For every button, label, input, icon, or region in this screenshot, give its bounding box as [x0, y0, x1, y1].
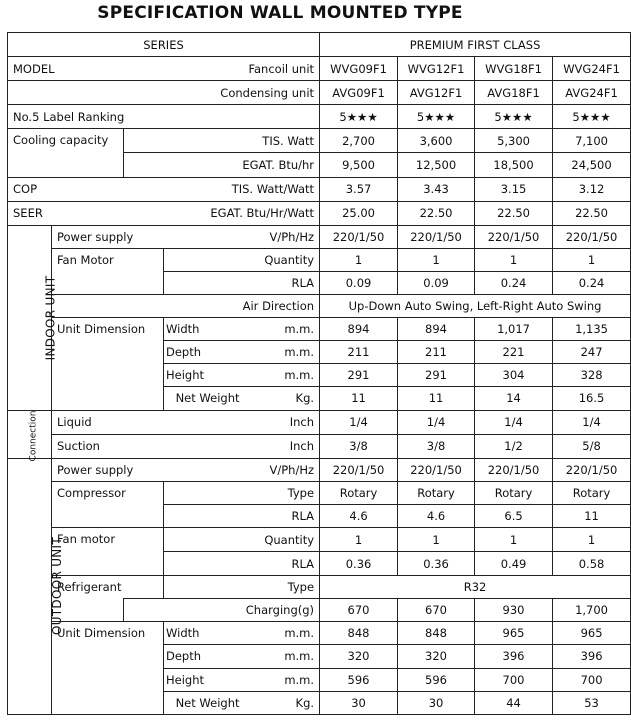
seer-row [8, 201, 631, 225]
indoor-power-unit: V/Ph/Hz [164, 225, 320, 248]
model-label: MODEL [8, 57, 124, 81]
compressor-rla-unit: RLA [164, 504, 320, 527]
outdoor-height-value: 596 [398, 668, 475, 691]
outdoor-weight-label: Net Weight [164, 691, 242, 714]
cop-value: 3.15 [475, 177, 553, 201]
outdoor-fan-qty: 1 [320, 527, 398, 551]
suction-unit: Inch [164, 434, 320, 458]
outdoor-width-unit: m.m. [242, 622, 320, 645]
label-ranking-label: No.5 Label Ranking [8, 105, 320, 129]
outdoor-depth-value: 396 [553, 645, 631, 668]
outdoor-width-value: 848 [398, 622, 475, 645]
fancoil-model: WVG09F1 [320, 57, 398, 81]
indoor-fan-qty-row [8, 248, 631, 271]
cooling-tis-row [8, 129, 631, 153]
indoor-fan-rla-unit: RLA [164, 271, 320, 294]
air-direction-value: Up-Down Auto Swing, Left-Right Auto Swing [320, 295, 631, 318]
cop-value: 3.12 [553, 177, 631, 201]
refrigerant-charging-row [8, 599, 631, 622]
fancoil-model: WVG24F1 [553, 57, 631, 81]
indoor-power-value: 220/1/50 [475, 225, 553, 248]
indoor-height-value: 304 [475, 364, 553, 387]
ranking-stars: 5★★★ [553, 105, 631, 129]
outdoor-fan-qty-row [8, 527, 631, 551]
refrigerant-label: Refrigerant [52, 576, 164, 599]
cooling-egat-value: 9,500 [320, 153, 398, 177]
indoor-fan-rla: 0.24 [553, 271, 631, 294]
air-direction-label: Air Direction [52, 295, 320, 318]
condensing-model: AVG24F1 [553, 81, 631, 105]
indoor-weight-value: 14 [475, 387, 553, 410]
series-label: SERIES [8, 33, 320, 57]
ranking-stars: 5★★★ [320, 105, 398, 129]
outdoor-fan-qty: 1 [475, 527, 553, 551]
cop-value: 3.57 [320, 177, 398, 201]
outdoor-width-row [8, 622, 631, 645]
outdoor-power-value: 220/1/50 [320, 458, 398, 481]
seer-value: 22.50 [553, 201, 631, 225]
indoor-fan-label: Fan Motor [52, 248, 164, 294]
outdoor-height-label: Height [164, 668, 242, 691]
indoor-depth-label: Depth [164, 341, 242, 364]
outdoor-power-label: Power supply [52, 458, 164, 481]
indoor-fan-qty: 1 [553, 248, 631, 271]
outdoor-depth-label: Depth [164, 645, 242, 668]
suction-value: 3/8 [398, 434, 475, 458]
indoor-depth-value: 211 [320, 341, 398, 364]
indoor-height-label: Height [164, 364, 242, 387]
indoor-fan-rla: 0.24 [475, 271, 553, 294]
indoor-weight-value: 16.5 [553, 387, 631, 410]
liquid-label: Liquid [52, 410, 164, 434]
compressor-rla: 4.6 [398, 504, 475, 527]
refrigerant-type-unit: Type [164, 576, 320, 599]
outdoor-weight-value: 53 [553, 691, 631, 714]
outdoor-fan-rla: 0.49 [475, 552, 553, 576]
fancoil-model: WVG18F1 [475, 57, 553, 81]
outdoor-power-unit: V/Ph/Hz [164, 458, 320, 481]
cooling-label: Cooling capacity [8, 129, 124, 177]
condensing-label: Condensing unit [8, 81, 320, 105]
outdoor-weight-unit: Kg. [242, 691, 320, 714]
cooling-egat-value: 24,500 [553, 153, 631, 177]
outdoor-height-value: 596 [320, 668, 398, 691]
compressor-type: Rotary [553, 481, 631, 504]
indoor-depth-unit: m.m. [242, 341, 320, 364]
compressor-rla: 6.5 [475, 504, 553, 527]
outdoor-fan-qty: 1 [398, 527, 475, 551]
outdoor-width-value: 848 [320, 622, 398, 645]
compressor-type-row [8, 481, 631, 504]
seer-unit: EGAT. Btu/Hr/Watt [124, 201, 320, 225]
indoor-height-value: 291 [398, 364, 475, 387]
outdoor-weight-value: 30 [398, 691, 475, 714]
outdoor-unit-section [8, 458, 65, 714]
indoor-height-value: 291 [320, 364, 398, 387]
indoor-fan-qty: 1 [398, 248, 475, 271]
ranking-stars: 5★★★ [475, 105, 553, 129]
condensing-model: AVG12F1 [398, 81, 475, 105]
indoor-depth-value: 247 [553, 341, 631, 364]
refrigerant-charging: 670 [398, 599, 475, 622]
model-fancoil-row [8, 57, 631, 81]
indoor-depth-value: 221 [475, 341, 553, 364]
indoor-power-row [8, 225, 631, 248]
ranking-stars: 5★★★ [398, 105, 475, 129]
indoor-width-value: 894 [398, 318, 475, 341]
refrigerant-charging: 1,700 [553, 599, 631, 622]
indoor-width-value: 894 [320, 318, 398, 341]
suction-value: 3/8 [320, 434, 398, 458]
spec-table [7, 32, 631, 715]
compressor-rla: 4.6 [320, 504, 398, 527]
outdoor-depth-unit: m.m. [242, 645, 320, 668]
indoor-fan-qty: 1 [475, 248, 553, 271]
outdoor-fan-qty-unit: Quantity [164, 527, 320, 551]
indoor-width-row [8, 318, 631, 341]
cooling-egat-value: 18,500 [475, 153, 553, 177]
outdoor-fan-rla: 0.58 [553, 552, 631, 576]
indoor-weight-label: Net Weight [164, 387, 242, 410]
liquid-value: 1/4 [320, 410, 398, 434]
seer-label: SEER [8, 201, 124, 225]
fancoil-model: WVG12F1 [398, 57, 475, 81]
outdoor-depth-value: 320 [320, 645, 398, 668]
cop-value: 3.43 [398, 177, 475, 201]
indoor-unit-label: INDOOR UNIT [43, 275, 58, 360]
indoor-fan-rla: 0.09 [398, 271, 475, 294]
air-direction-row [8, 295, 631, 318]
outdoor-depth-value: 396 [475, 645, 553, 668]
outdoor-height-unit: m.m. [242, 668, 320, 691]
outdoor-height-value: 700 [553, 668, 631, 691]
indoor-width-unit: m.m. [242, 318, 320, 341]
indoor-power-value: 220/1/50 [320, 225, 398, 248]
outdoor-weight-value: 30 [320, 691, 398, 714]
outdoor-weight-value: 44 [475, 691, 553, 714]
outdoor-width-label: Width [164, 622, 242, 645]
seer-value: 22.50 [475, 201, 553, 225]
indoor-weight-value: 11 [320, 387, 398, 410]
indoor-dimension-label: Unit Dimension [52, 318, 164, 410]
indoor-weight-unit: Kg. [242, 387, 320, 410]
liquid-row [8, 410, 631, 434]
indoor-power-label: Power supply [52, 225, 164, 248]
refrigerant-charging: 930 [475, 599, 553, 622]
outdoor-fan-rla-unit: RLA [164, 552, 320, 576]
connection-label: Connection [28, 410, 39, 462]
series-value: PREMIUM FIRST CLASS [320, 33, 631, 57]
indoor-depth-value: 211 [398, 341, 475, 364]
fancoil-label: Fancoil unit [124, 57, 320, 81]
cooling-tis-value: 5,300 [475, 129, 553, 153]
indoor-width-value: 1,017 [475, 318, 553, 341]
liquid-value: 1/4 [553, 410, 631, 434]
indoor-width-label: Width [164, 318, 242, 341]
cooling-tis-value: 3,600 [398, 129, 475, 153]
indoor-width-value: 1,135 [553, 318, 631, 341]
label-ranking-row [8, 105, 631, 129]
cooling-egat-value: 12,500 [398, 153, 475, 177]
liquid-unit: Inch [164, 410, 320, 434]
suction-value: 1/2 [475, 434, 553, 458]
seer-value: 25.00 [320, 201, 398, 225]
indoor-fan-qty: 1 [320, 248, 398, 271]
outdoor-depth-value: 320 [398, 645, 475, 668]
compressor-rla: 11 [553, 504, 631, 527]
connection-section [8, 410, 52, 462]
outdoor-power-value: 220/1/50 [475, 458, 553, 481]
outdoor-fan-label: Fan motor [52, 527, 164, 575]
indoor-power-value: 220/1/50 [398, 225, 475, 248]
suction-label: Suction [52, 434, 164, 458]
outdoor-width-value: 965 [475, 622, 553, 645]
outdoor-dimension-label: Unit Dimension [52, 622, 164, 715]
cooling-tis-value: 7,100 [553, 129, 631, 153]
series-row [8, 33, 631, 57]
compressor-type-unit: Type [164, 481, 320, 504]
suction-value: 5/8 [553, 434, 631, 458]
cooling-tis-value: 2,700 [320, 129, 398, 153]
indoor-height-unit: m.m. [242, 364, 320, 387]
compressor-type: Rotary [398, 481, 475, 504]
indoor-unit-section [8, 225, 58, 410]
indoor-power-value: 220/1/50 [553, 225, 631, 248]
refrigerant-type-value: R32 [320, 576, 631, 599]
cop-row [8, 177, 631, 201]
outdoor-height-value: 700 [475, 668, 553, 691]
outdoor-fan-rla: 0.36 [398, 552, 475, 576]
outdoor-fan-rla: 0.36 [320, 552, 398, 576]
indoor-height-value: 328 [553, 364, 631, 387]
refrigerant-type-row [8, 576, 631, 599]
refrigerant-charging: 670 [320, 599, 398, 622]
model-condensing-row [8, 81, 631, 105]
condensing-model: AVG09F1 [320, 81, 398, 105]
cop-unit: TIS. Watt/Watt [124, 177, 320, 201]
liquid-value: 1/4 [398, 410, 475, 434]
condensing-model: AVG18F1 [475, 81, 553, 105]
cop-label: COP [8, 177, 124, 201]
outdoor-fan-qty: 1 [553, 527, 631, 551]
cooling-tis-unit: TIS. Watt [124, 129, 320, 153]
compressor-label: Compressor [52, 481, 164, 527]
outdoor-unit-label: OUTDOOR UNIT [50, 537, 65, 636]
cooling-egat-unit: EGAT. Btu/hr [124, 153, 320, 177]
refrigerant-charging-unit: Charging(g) [124, 599, 320, 622]
indoor-weight-value: 11 [398, 387, 475, 410]
compressor-type: Rotary [320, 481, 398, 504]
outdoor-power-row [8, 458, 631, 481]
indoor-fan-rla: 0.09 [320, 271, 398, 294]
seer-value: 22.50 [398, 201, 475, 225]
page-title: SPECIFICATION WALL MOUNTED TYPE [97, 3, 463, 23]
compressor-type: Rotary [475, 481, 553, 504]
indoor-fan-qty-unit: Quantity [164, 248, 320, 271]
outdoor-power-value: 220/1/50 [553, 458, 631, 481]
liquid-value: 1/4 [475, 410, 553, 434]
outdoor-width-value: 965 [553, 622, 631, 645]
suction-row [8, 434, 631, 458]
outdoor-power-value: 220/1/50 [398, 458, 475, 481]
